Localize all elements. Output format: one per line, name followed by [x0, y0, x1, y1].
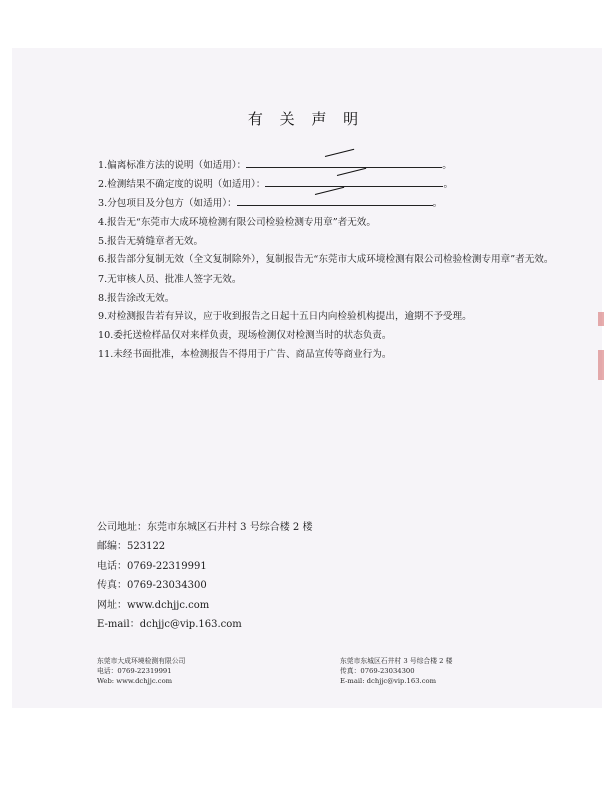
statement-item-7: 7.无审核人员、批准人签字无效。 [98, 273, 242, 285]
statement-end: 。 [442, 160, 452, 171]
contact-block [97, 518, 312, 634]
statement-item-4: 4.报告无“东莞市大成环境检测有限公司检验检测专用章”者无效。 [98, 217, 376, 228]
postcode-line: 邮编：523122 [97, 541, 166, 553]
statement-text: 3.分包项目及分包方（如适用）： [98, 198, 237, 209]
footer-address: 东莞市东城区石井村 3 号综合楼 2 楼 [340, 657, 453, 665]
website-line: 网址：www.dchjjc.com [97, 599, 210, 611]
footer-right [340, 657, 452, 686]
fax-line: 传真：0769-23034300 [97, 580, 207, 592]
statement-end: 。 [432, 198, 443, 209]
statement-text: 2.检测结果不确定度的说明（如适用）： [98, 179, 266, 190]
statement-item-1 [98, 156, 558, 175]
address-line: 公司地址：东莞市东城区石井村 3 号综合楼 2 楼 [97, 522, 313, 533]
statement-item-3 [98, 194, 558, 213]
footer-fax: 传真：0769-23034300 [340, 666, 415, 675]
statement-list [98, 156, 558, 364]
footer-left [97, 657, 185, 686]
fill-in-blank [265, 175, 443, 187]
footer-phone: 电话：0769-22319991 [97, 666, 172, 675]
email-line: E-mail：dchjjc@vip.163.com [97, 619, 242, 631]
footer-web: Web: www.dchjjc.com [97, 676, 173, 685]
statement-item-10: 10.委托送检样品仅对来样负责，现场检测仅对检测当时的状态负责。 [98, 330, 392, 341]
fill-in-blank [246, 156, 442, 168]
page-title: 有 关 声 明 [247, 110, 365, 128]
phone-line: 电话：0769-22319991 [97, 560, 207, 572]
footer-company: 东莞市大成环境检测有限公司 [97, 657, 186, 665]
footer-email: E-mail: dchjjc@vip.163.com [340, 676, 437, 685]
stamp-edge-mark [598, 350, 604, 380]
statement-text: 1.偏离标准方法的说明（如适用）： [98, 160, 247, 171]
statement-end: 。 [443, 179, 454, 190]
statement-item-11: 11.未经书面批准，本检测报告不得用于广告、商品宣传等商业行为。 [98, 349, 392, 360]
statement-item-8: 8.报告涂改无效。 [98, 292, 175, 304]
statement-item-9: 9.对检测报告若有异议，应于收到报告之日起十五日内向检验机构提出，逾期不予受理。 [98, 310, 472, 322]
stamp-edge-mark [598, 312, 604, 326]
statement-item-5: 5.报告无骑缝章者无效。 [98, 236, 204, 247]
fill-in-blank [237, 194, 433, 206]
statement-item-6: 6.报告部分复制无效（全文复制除外），复制报告无“东莞市大成环境检测有限公司检验检测专用章”者无效。 [98, 254, 554, 265]
